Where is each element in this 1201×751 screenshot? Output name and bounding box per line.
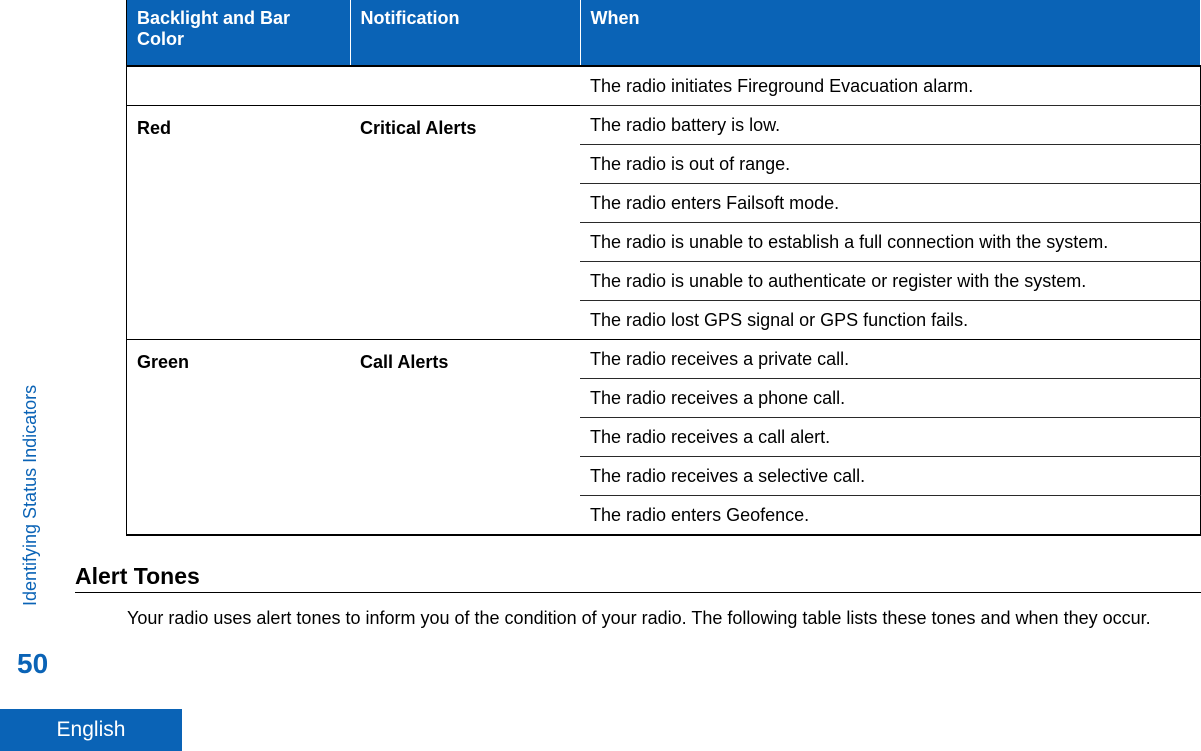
when-cell: The radio is unable to establish a full connection with the system.: [580, 223, 1201, 262]
header-when: When: [580, 0, 1201, 66]
language-tab: English: [0, 709, 182, 751]
header-backlight-color: Backlight and Bar Color: [127, 0, 351, 66]
side-section-title: Identifying Status Indicators: [20, 384, 40, 606]
when-cell: The radio receives a selective call.: [580, 457, 1201, 496]
section-body-text: Your radio uses alert tones to inform you of the condition of your radio. The following table lists these tones and when they occur.: [127, 608, 1151, 628]
when-cell: The radio receives a phone call.: [580, 379, 1201, 418]
when-cell: The radio lost GPS signal or GPS function fails.: [580, 301, 1201, 340]
color-cell: Red: [127, 106, 351, 340]
when-cell: The radio initiates Fireground Evacuation alarm.: [580, 66, 1201, 106]
table-cell: [127, 66, 351, 106]
when-cell: The radio enters Geofence.: [590, 505, 810, 525]
color-cell: Green: [137, 352, 190, 372]
page-number: 50: [17, 648, 49, 679]
table-cell: [350, 66, 580, 106]
header-notification: Notification: [350, 0, 580, 66]
section-heading: Alert Tones: [75, 563, 1201, 593]
when-cell: The radio receives a private call.: [580, 340, 1201, 379]
notification-cell: Call Alerts: [360, 352, 449, 372]
table-row: [127, 106, 1201, 145]
when-cell: The radio battery is low.: [580, 106, 1201, 145]
table-row: [127, 340, 1201, 379]
when-cell: The radio enters Failsoft mode.: [580, 184, 1201, 223]
when-cell: The radio is out of range.: [580, 145, 1201, 184]
status-indicator-table: [126, 0, 1201, 536]
when-cell: The radio is unable to authenticate or register with the system.: [580, 262, 1201, 301]
table-row: [127, 66, 1201, 106]
when-cell: The radio receives a call alert.: [580, 418, 1201, 457]
notification-cell: Critical Alerts: [350, 106, 580, 340]
